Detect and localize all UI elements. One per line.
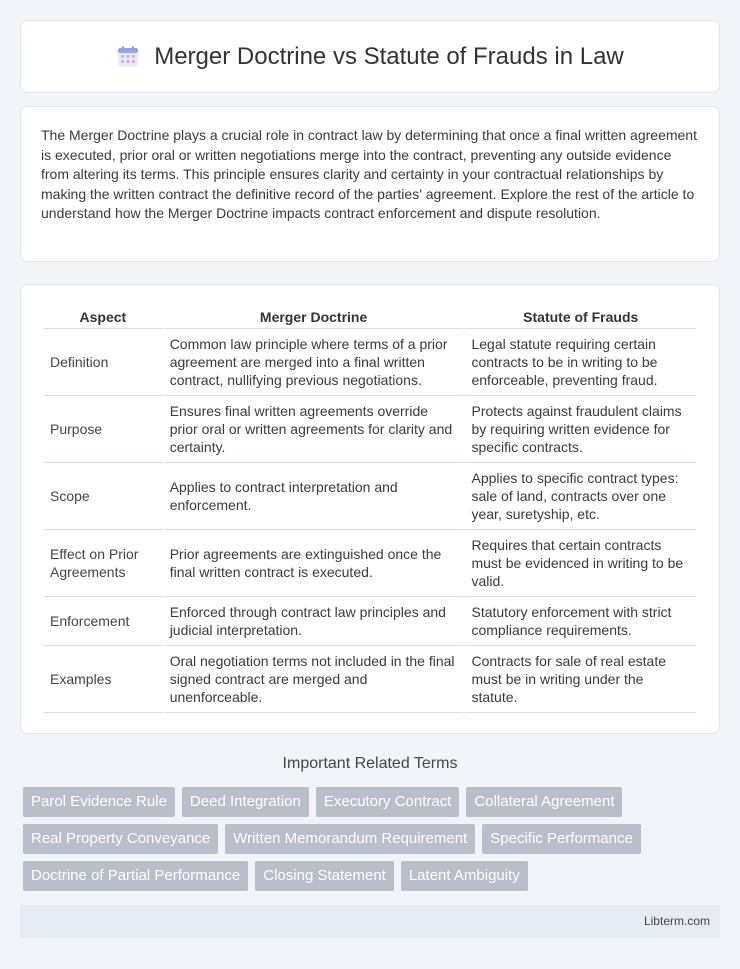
table-row <box>44 530 696 597</box>
table-row <box>44 463 696 530</box>
related-terms-list <box>23 787 713 891</box>
related-term-tag[interactable]: Latent Ambiguity <box>401 861 528 891</box>
row-aspect: Effect on Prior Agreements <box>44 530 162 597</box>
comparison-table <box>42 303 698 713</box>
row-statute: Contracts for sale of real estate must be in writing under the statute. <box>465 646 696 713</box>
table-row <box>44 646 696 713</box>
row-merger: Applies to contract interpretation and enforcement. <box>164 463 464 530</box>
intro-card <box>20 106 720 262</box>
title-card <box>20 20 720 93</box>
row-aspect: Definition <box>44 329 162 396</box>
related-term-tag[interactable]: Doctrine of Partial Performance <box>23 861 248 891</box>
calendar-grid-icon <box>116 45 140 69</box>
row-statute: Legal statute requiring certain contracts to be in writing to be enforceable, preventing fraud. <box>465 329 696 396</box>
row-aspect: Scope <box>44 463 162 530</box>
header-statute-of-frauds: Statute of Frauds <box>465 303 696 329</box>
header-aspect: Aspect <box>44 303 162 329</box>
row-aspect: Examples <box>44 646 162 713</box>
table-row <box>44 329 696 396</box>
row-merger: Enforced through contract law principles and judicial interpretation. <box>164 597 464 646</box>
row-merger: Ensures final written agreements override prior oral or written agreements for clarity and certainty. <box>164 396 464 463</box>
related-term-tag[interactable]: Real Property Conveyance <box>23 824 218 854</box>
row-merger: Prior agreements are extinguished once the final written contract is executed. <box>164 530 464 597</box>
row-statute: Protects against fraudulent claims by requiring written evidence for specific contracts. <box>465 396 696 463</box>
table-row <box>44 396 696 463</box>
row-merger: Oral negotiation terms not included in the final signed contract are merged and unenforceable. <box>164 646 464 713</box>
related-term-tag[interactable]: Specific Performance <box>482 824 641 854</box>
comparison-table-card <box>20 284 720 734</box>
related-term-tag[interactable]: Parol Evidence Rule <box>23 787 175 817</box>
related-term-tag[interactable]: Deed Integration <box>182 787 309 817</box>
related-term-tag[interactable]: Collateral Agreement <box>466 787 622 817</box>
row-statute: Requires that certain contracts must be evidenced in writing to be valid. <box>465 530 696 597</box>
intro-paragraph: The Merger Doctrine plays a crucial role in contract law by determining that once a final written agreement is executed, prior oral or written negotiations merge into the contract, preventing any outside evidence from altering its terms. This principle ensures clarity and certainty in your contractual relationships by making the written contract the definitive record of the parties' agreement. Explore the rest of the article to understand how the Merger Doctrine impacts contract enforcement and dispute resolution. <box>41 127 697 222</box>
header-merger-doctrine: Merger Doctrine <box>164 303 464 329</box>
row-statute: Applies to specific contract types: sale of land, contracts over one year, suretyship, etc. <box>465 463 696 530</box>
row-merger: Common law principle where terms of a prior agreement are merged into a final written contract, nullifying previous negotiations. <box>164 329 464 396</box>
related-term-tag[interactable]: Written Memorandum Requirement <box>225 824 475 854</box>
row-aspect: Enforcement <box>44 597 162 646</box>
row-statute: Statutory enforcement with strict compliance requirements. <box>465 597 696 646</box>
page-title: Merger Doctrine vs Statute of Frauds in Law <box>154 42 624 70</box>
footer <box>20 905 720 938</box>
related-term-tag[interactable]: Closing Statement <box>255 861 394 891</box>
table-row <box>44 597 696 646</box>
related-terms-title: Important Related Terms <box>282 755 458 772</box>
table-header-row <box>44 303 696 329</box>
related-term-tag[interactable]: Executory Contract <box>316 787 460 817</box>
row-aspect: Purpose <box>44 396 162 463</box>
footer-brand-link[interactable]: Libterm.com <box>643 914 710 928</box>
